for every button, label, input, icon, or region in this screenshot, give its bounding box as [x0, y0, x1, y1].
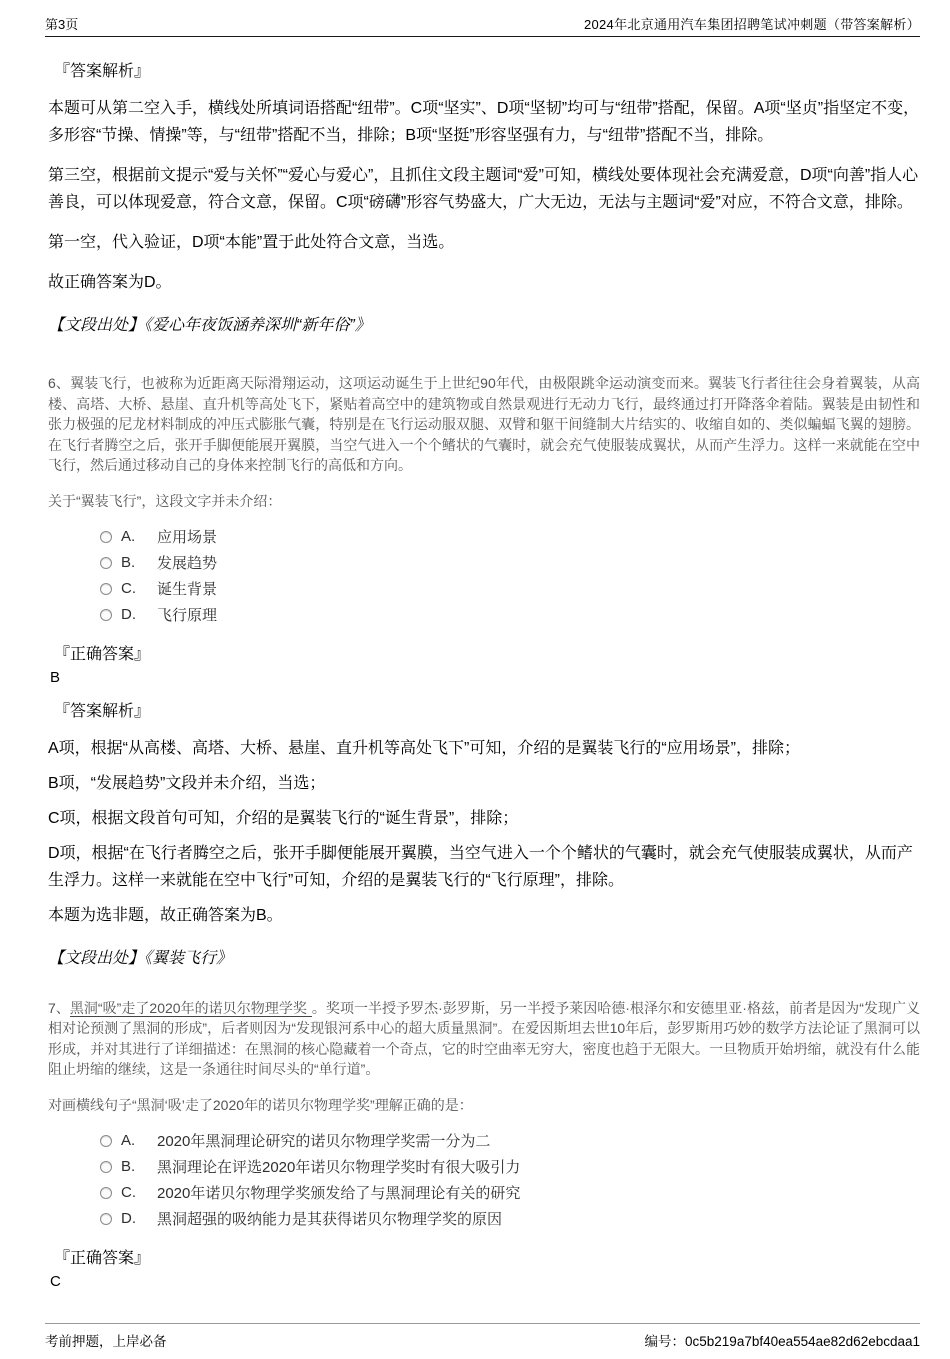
question6-section	[48, 373, 920, 972]
footer-serial-number: 编号：0c5b219a7bf40ea554ae82d62ebcdaa1	[644, 1334, 920, 1349]
answer-analysis-label: 『答案解析』	[54, 702, 151, 720]
page-footer	[45, 1323, 920, 1350]
option-letter: B.	[121, 554, 136, 571]
question6-stem: 关于“翼装飞行”，这段文字并未介绍：	[48, 492, 282, 509]
source-line	[48, 312, 920, 339]
option-letter: D.	[121, 1210, 136, 1227]
question7-section	[48, 998, 920, 1290]
analysis-paragraph: 第三空，根据前文提示“爱与关怀”“爱心与爱心”，且抓住文段主题词“爱”可知，横线处要体现社会充满爱意，D项“向善”指人心善良，可以体现爱意，符合文意，保留。C项“磅礴”形容气势盛大，广大无边，无法与主题词“爱”对应，不符合文意，排除。	[48, 167, 919, 211]
correct-answer-label: 『正确答案』	[54, 645, 151, 663]
question6-correct-answer: B	[50, 668, 61, 686]
correct-answer-label: 『正确答案』	[54, 1249, 151, 1267]
question6-options	[100, 524, 920, 628]
source-label: 【文段出处】	[48, 317, 145, 334]
option-letter: C.	[121, 1184, 136, 1201]
question7-stem: 对画横线句子“黑洞‘吸’走了2020年的诺贝尔物理学奖”理解正确的是：	[48, 1096, 473, 1113]
question7-correct-answer: C	[50, 1272, 61, 1290]
option-text: 2020年黑洞理论研究的诺贝尔物理学奖需一分为二	[157, 1133, 491, 1150]
option-text: 发展趋势	[157, 555, 218, 572]
q6-option-d[interactable]	[100, 602, 920, 628]
radio-button-icon[interactable]	[100, 1213, 112, 1225]
option-letter: D.	[121, 606, 136, 623]
radio-button-icon[interactable]	[100, 1135, 112, 1147]
source-title: 《翼装飞行》	[144, 949, 233, 967]
radio-button-icon[interactable]	[100, 609, 112, 621]
analysis-conclusion: 故正确答案为D。	[48, 274, 172, 291]
footer-slogan: 考前押题，上岸必备	[45, 1334, 167, 1349]
option-text: 2020年诺贝尔物理学奖颁发给了与黑洞理论有关的研究	[157, 1185, 521, 1202]
question6-passage: 6、翼装飞行，也被称为近距离天际滑翔运动，这项运动诞生于上世纪90年代，由极限跳伞运动演变而来。翼装飞行者往往会身着翼装，从高楼、高塔、大桥、悬崖、直升机等高处飞下，紧贴着高空中的建筑物或自然景观进行无动力飞行，最终通过打开降落伞着陆。翼装是由韧性和张力极强的尼龙材料制成的冲压式膨胀气囊，特别是在飞行运动服双腿、双臂和躯干间缝制大片结实的、收缩自如的、类似蝙蝠飞翼的翅膀。在飞行者腾空之后，张开手脚便能展开翼膜，当空气进入一个个鳍状的气囊时，就会充气使服装成翼状，从而产生浮力。这样一来就能在空中飞行，然后通过移动自己的身体来控制飞行的高低和方向。	[48, 375, 920, 473]
analysis-paragraph: 本题可从第二空入手，横线处所填词语搭配“纽带”。C项“坚实”、D项“坚韧”均可与“纽带”搭配，保留。A项“坚贞”指坚定不变，多形容“节操、情操”等，与“纽带”搭配不当，排除；B项“坚挺”形容坚强有力，与“纽带”搭配不当，排除。	[48, 100, 920, 144]
source-title: 《爱心年夜饭涵养深圳“新年俗”》	[144, 317, 371, 334]
q6-option-a[interactable]	[100, 524, 920, 550]
radio-button-icon[interactable]	[100, 557, 112, 569]
radio-button-icon[interactable]	[100, 1187, 112, 1199]
passage-text: 。奖项一半授予罗杰·彭罗斯，另一半授予莱因哈德·根泽尔和安德里亚·格兹，前者是因为“发现广义相对论预测了黑洞的形成”，后者则因为“发现银河系中心的超大质量黑洞”。在爱因斯坦去世10年后，彭罗斯用巧妙的数学方法论证了黑洞可以形成，并对其进行了详细描述：在黑洞的核心隐藏着一个奇点，它的时空曲率无穷大，密度也趋于无限大。一旦物质开始坍缩，就没有什么能阻止坍缩的继续，这是一条通往时间尽头的“单行道”。	[48, 999, 920, 1077]
radio-button-icon[interactable]	[100, 531, 112, 543]
option-letter: A.	[121, 1132, 136, 1149]
option-text: 黑洞理论在评选2020年诺贝尔物理学奖时有很大吸引力	[157, 1159, 521, 1176]
q7-option-d[interactable]	[100, 1206, 920, 1232]
question7-options	[100, 1128, 920, 1232]
page-body	[48, 58, 920, 1290]
radio-button-icon[interactable]	[100, 1161, 112, 1173]
option-letter: C.	[121, 580, 136, 597]
answer-analysis-label: 『答案解析』	[54, 63, 151, 80]
analysis-paragraph: 第一空，代入验证，D项“本能”置于此处符合文意，当选。	[48, 234, 455, 251]
question-number: 7、	[48, 999, 70, 1016]
q6-option-c[interactable]	[100, 576, 920, 602]
underlined-phrase: 黑洞“吸”走了2020年的诺贝尔物理学奖	[70, 1000, 312, 1017]
q6-option-b[interactable]	[100, 550, 920, 576]
analysis-paragraph: B项，“发展趋势”文段并未介绍，当选；	[48, 774, 326, 792]
page-header	[45, 14, 920, 37]
option-letter: B.	[121, 1158, 136, 1175]
option-text: 黑洞超强的吸纳能力是其获得诺贝尔物理学奖的原因	[157, 1211, 503, 1228]
analysis-paragraph: A项，根据“从高楼、高塔、大桥、悬崖、直升机等高处飞下”可知，介绍的是翼装飞行的“应用场景”，排除；	[48, 739, 800, 757]
option-letter: A.	[121, 528, 136, 545]
option-text: 应用场景	[157, 529, 218, 546]
analysis-conclusion: 本题为选非题，故正确答案为B。	[48, 906, 283, 924]
source-label: 【文段出处】	[48, 949, 145, 967]
radio-button-icon[interactable]	[100, 583, 112, 595]
page-number: 第3页	[45, 17, 79, 32]
question5-analysis-section	[48, 58, 920, 339]
q7-option-c[interactable]	[100, 1180, 920, 1206]
question7-passage	[48, 998, 920, 1080]
analysis-paragraph: D项，根据“在飞行者腾空之后，张开手脚便能展开翼膜，当空气进入一个个鳍状的气囊时，就会充气使服装成翼状，从而产生浮力。这样一来就能在空中飞行”可知，介绍的是翼装飞行的“飞行原理”，排除。	[48, 844, 913, 889]
document-title: 2024年北京通用汽车集团招聘笔试冲刺题（带答案解析）	[583, 17, 920, 32]
source-line	[48, 945, 920, 972]
q7-option-a[interactable]	[100, 1128, 920, 1154]
q7-option-b[interactable]	[100, 1154, 920, 1180]
analysis-paragraph: C项，根据文段首句可知，介绍的是翼装飞行的“诞生背景”，排除；	[48, 809, 519, 827]
option-text: 诞生背景	[157, 581, 218, 598]
option-text: 飞行原理	[157, 607, 218, 624]
